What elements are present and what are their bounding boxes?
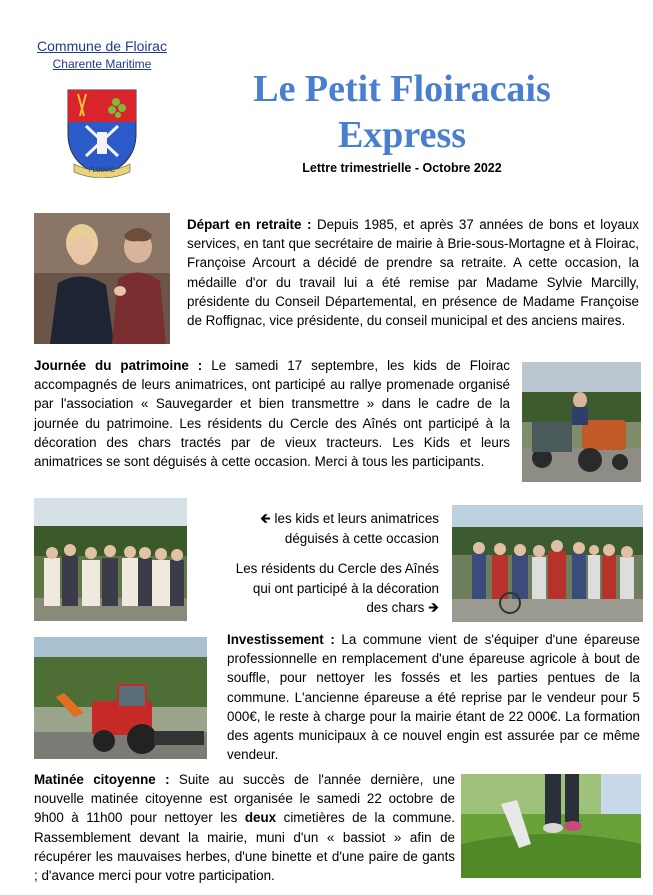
retirement-article — [187, 215, 639, 330]
tractor-photo — [522, 362, 641, 482]
investment-body: La commune vient de s'équiper d'une épareuse professionnelle en remplacement d'une épareuse agricole à bout de souffle, pour nettoyer les fossés et les parties pentues de la commune. L'ancienne épareuse a été reprise par le vendeur pour 5 000€, le reste à charge pour la mairie étant de 22 000€. La formation des agents municipaux à ce nouvel engin est assurée par ce même vendeur. — [227, 632, 641, 763]
kids-costume-photo — [34, 498, 187, 621]
coat-of-arms-logo — [64, 86, 140, 178]
kids-caption — [195, 509, 439, 548]
retirement-photo — [34, 213, 170, 344]
region-name: Charente Maritime — [52, 57, 152, 71]
retirement-body: Depuis 1985, et après 37 années de bons et loyaux services, en tant que secrétaire de mairie à Brie-sous-Mortagne et à Floirac, Françoise Arcourt a décidé de prendre sa retraite. A cette occasion, la médaille d'or du travail lui a été remise par Madame Sylvie Marcilly, présidente du Conseil Départemental, en présence de Madame Françoise de Roffignac, vice présidente, du conseil municipal et des anciens maires. — [187, 217, 639, 329]
retirement-heading: Départ en retraite : — [187, 217, 312, 232]
heritage-body: Le samedi 17 septembre, les kids de Floirac accompagnés de leurs animatrices, ont participé au rallye promenade organisé par l'association « Sauvegarder et bien transmettre » dans le cadre de la journée du patrimoine. Les résidents du Cercle des Aînés ont participé à la décoration des chars tractés par de vieux tracteurs. Les Kids et leurs animatrices se sont déguisés à cette occasion. Merci à tous les participants. — [34, 358, 510, 470]
arrow-left-icon: 🡸 — [259, 511, 271, 526]
investment-heading: Investissement : — [227, 632, 335, 647]
newsletter-subtitle: Lettre trimestrielle - Octobre 2022 — [302, 161, 502, 175]
citizen-morning-article — [34, 770, 455, 885]
citizen-morning-body-2: cimetières de la commune. Rassemblement devant la mairie, muni d'un « bassiot » afin de récupérer les mauvaises herbes, d'une binette et d'une paire de gants ; d'avance merci pour votre participation. — [34, 810, 455, 884]
aines-caption — [195, 559, 439, 618]
citizen-morning-body-1: Suite au succès de l'année dernière, une nouvelle matinée citoyenne est organisée le samedi 22 octobre de 9h00 à 11h00 pour nettoyer les — [34, 772, 455, 826]
crest-banner-text: FLOIRAC — [88, 168, 116, 174]
commune-name: Commune de Floirac — [37, 38, 167, 54]
newsletter-title-line2: Express — [337, 114, 467, 156]
investment-article — [227, 630, 640, 764]
heritage-heading: Journée du patrimoine : — [34, 358, 203, 373]
citizen-morning-heading: Matinée citoyenne : — [34, 772, 170, 787]
aines-caption-line3: des chars — [366, 600, 425, 615]
arrow-right-icon: 🡺 — [428, 600, 439, 615]
aines-group-photo — [452, 505, 643, 622]
heritage-article — [34, 356, 510, 471]
newsletter-title-line1: Le Petit Floiracais — [253, 68, 551, 110]
weeding-photo — [461, 774, 641, 878]
kids-caption-line2: déguisés à cette occasion — [284, 530, 439, 546]
aines-caption-line2: qui ont participé à la décoration — [252, 580, 439, 596]
kids-caption-line1: les kids et leurs animatrices — [274, 511, 439, 526]
citizen-morning-bold: deux — [244, 810, 277, 826]
mower-tractor-photo — [34, 637, 207, 759]
aines-caption-line1: Les résidents du Cercle des Aînés — [235, 561, 439, 576]
